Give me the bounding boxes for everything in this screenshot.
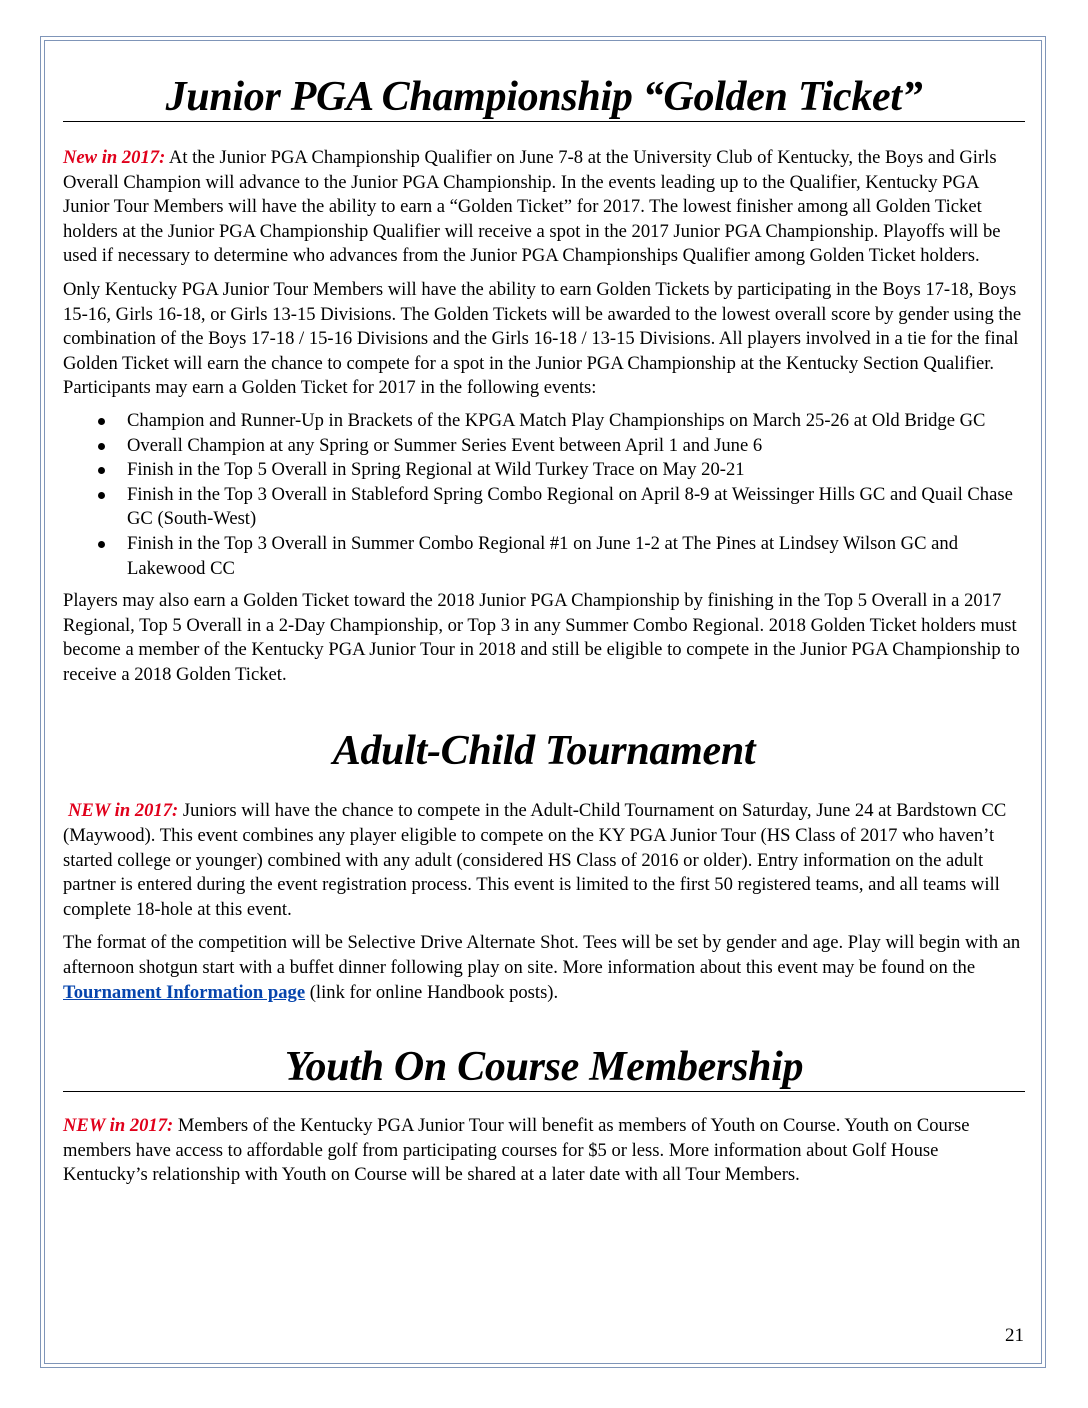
paragraph: Only Kentucky PGA Junior Tour Members will have the ability to earn Golden Tickets by participating in the Boys 17-18, Boys 15-16, Girls 16-18, or Girls 13-15 Divisions. The Golden Tickets will be awarded to the lowest overall score by gender using the combination of the Boys 17-18 / 15-16 Divisions and the Girls 16-18 / 13-15 Divisions. All players involved in a tie for the final Golden Ticket will earn the chance to compete for a spot in the Junior PGA Championship at the Kentucky Section Qualifier. Participants may earn a Golden Ticket for 2017 in the following events: [63, 278, 1022, 399]
paragraph [63, 799, 1025, 922]
section-title-adult-child: Adult-Child Tournament [332, 728, 756, 775]
bullet-icon [98, 443, 105, 450]
bullet-icon [98, 541, 105, 548]
section-youth-on-course [63, 1040, 1025, 1188]
paragraph [63, 1114, 1025, 1188]
new-tag: NEW in 2017: [68, 800, 179, 822]
bullet-icon [98, 492, 105, 499]
section-adult-child [63, 724, 1025, 1005]
page-content [63, 70, 1025, 1188]
new-tag: NEW in 2017: [63, 1115, 174, 1137]
paragraph-text: At the Junior PGA Championship Qualifier on June 7-8 at the University Club of Kentucky, the Boys and Girls Overall Champion will advance to the Junior PGA Championship. In the events leading up to the Qualifier, Kentucky PGA Junior Tour Members will have the ability to earn a “Golden Ticket” for 2017. The lowest finisher among all Golden Ticket holders at the Junior PGA Championship Qualifier will receive a spot in the 2017 Junior PGA Championship. Playoffs will be used if necessary to determine who advances from the Junior PGA Championships Qualifier among Golden Ticket holders. [63, 147, 1001, 267]
bullet-icon [98, 418, 105, 425]
paragraph: The format of the competition will be Selective Drive Alternate Shot. Tees will be set by gender and age. Play will begin with an afternoon shotgun start with a buffet dinner following play on site. More information about this event may be found on the Tournament Information page (link for online Handbook posts). [63, 932, 1021, 1003]
list-item: Finish in the Top 3 Overall in Stableford Spring Combo Regional on April 8-9 at Weissinger Hills GC and Quail Chase GC (South-West) [63, 483, 1025, 532]
bullet-icon [98, 467, 105, 474]
tournament-information-link[interactable]: Tournament Information page [63, 981, 306, 1003]
section-golden-ticket [63, 70, 1025, 687]
section-title-youth-on-course: Youth On Course Membership [284, 1044, 804, 1091]
section-title-golden-ticket: Junior PGA Championship “Golden Ticket” [165, 74, 923, 120]
page-number: 21 [1005, 1325, 1024, 1346]
bullet-list [63, 409, 1025, 581]
new-tag: New in 2017: [63, 147, 166, 168]
list-item: Finish in the Top 5 Overall in Spring Regional at Wild Turkey Trace on May 20-21 [63, 458, 1025, 483]
paragraph-text: Members of the Kentucky PGA Junior Tour will benefit as members of Youth on Course. Youth on Course members have access to affordable golf from participating courses for $5 or less. More information about Golf House Kentucky’s relationship with Youth on Course will be shared at a later date with all Tour Members. [63, 1115, 970, 1186]
list-item: Finish in the Top 3 Overall in Summer Combo Regional #1 on June 1-2 at The Pines at Lindsey Wilson GC and Lakewood CC [63, 532, 1025, 581]
paragraph-text: Juniors will have the chance to compete in the Adult-Child Tournament on Saturday, June 24 at Bardstown CC (Maywood). This event combines any player eligible to compete on the KY PGA Junior Tour (HS Class of 2017 who haven’t started college or younger) combined with any adult (considered HS Class of 2016 or older). Entry information on the adult partner is entered during the event registration process. This event is limited to the first 50 registered teams, and all teams will complete 18-hole at this event. [63, 800, 1007, 920]
paragraph [63, 146, 1025, 269]
list-item: Champion and Runner-Up in Brackets of the KPGA Match Play Championships on March 25-26 at Old Bridge GC [63, 409, 1025, 434]
paragraph: Players may also earn a Golden Ticket toward the 2018 Junior PGA Championship by finishing in the Top 5 Overall in a 2017 Regional, Top 5 Overall in a 2-Day Championship, or Top 3 in any Summer Combo Regional. 2018 Golden Ticket holders must become a member of the Kentucky PGA Junior Tour in 2018 and still be eligible to compete in the Junior PGA Championship to receive a 2018 Golden Ticket. [63, 590, 1020, 685]
list-item: Overall Champion at any Spring or Summer Series Event between April 1 and June 6 [63, 434, 1025, 459]
